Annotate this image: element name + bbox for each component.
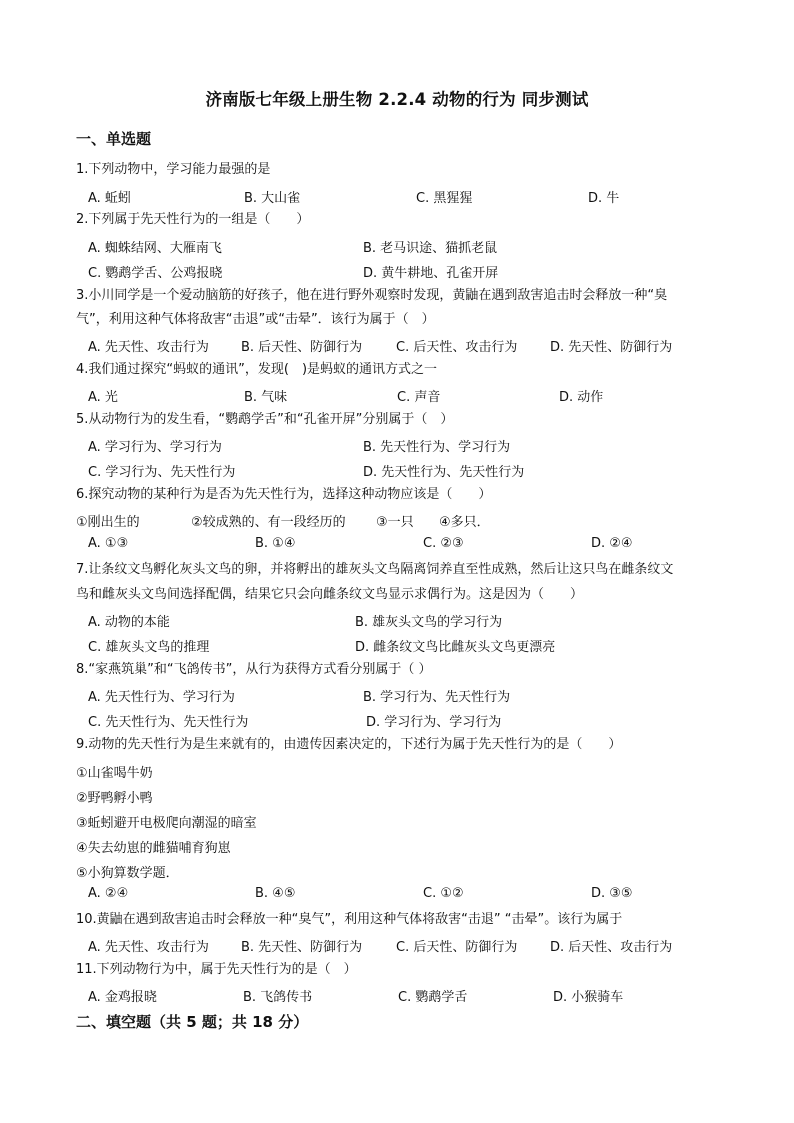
question-3-options (88, 336, 728, 356)
option-d[interactable]: D. 学习行为、学习行为 (366, 715, 502, 730)
question-10-options (88, 936, 728, 956)
question-9-choice-4: ④失去幼崽的雌猫哺育狗崽 (76, 841, 231, 856)
option-d[interactable]: D. 雌条纹文鸟比雌灰头文鸟更漂亮 (355, 640, 556, 655)
option-a[interactable]: A. 蜘蛛结网、大雁南飞 (88, 241, 222, 256)
question-10-stem: 10.黄鼬在遇到敌害追击时会释放一种“臭气”，利用这种气体将敌害“击退” “击晕”。该行为属于 (76, 912, 623, 927)
option-d[interactable]: D. 后天性、攻击行为 (550, 940, 673, 955)
question-8-options-row1 (88, 686, 728, 706)
question-11-stem: 11.下列动物行为中，属于先天性行为的是（ ） (76, 962, 357, 977)
option-a[interactable]: A. 先天性、攻击行为 (88, 340, 209, 355)
question-5-stem: 5.从动物行为的发生看，“鹦鹉学舌”和“孔雀开屏”分别属于（ ） (76, 412, 454, 427)
question-4-options (88, 386, 728, 406)
question-6-choices (76, 511, 716, 531)
question-2-stem: 2.下列属于先天性行为的一组是（ ） (76, 212, 310, 227)
question-4-stem: 4.我们通过探究“蚂蚁的通讯”，发现( )是蚂蚁的通讯方式之一 (76, 362, 438, 377)
option-b[interactable]: B. 飞鸽传书 (243, 990, 313, 1005)
question-8-stem: 8.“家燕筑巢”和“飞鸽传书”，从行为获得方式看分别属于（ ） (76, 662, 432, 677)
question-7-options-row2 (88, 636, 728, 656)
option-b[interactable]: B. ①④ (255, 536, 296, 551)
option-a[interactable]: A. 先天性行为、学习行为 (88, 690, 235, 705)
option-b[interactable]: B. 学习行为、先天性行为 (363, 690, 511, 705)
option-a[interactable]: A. 动物的本能 (88, 615, 170, 630)
option-a[interactable]: A. 金鸡报晓 (88, 990, 157, 1005)
question-5-options-row2 (88, 461, 728, 481)
option-c[interactable]: C. ②③ (423, 536, 464, 551)
option-a[interactable]: A. 蚯蚓 (88, 191, 131, 206)
option-c[interactable]: C. 雄灰头文鸟的推理 (88, 640, 210, 655)
document-title: 济南版七年级上册生物 2.2.4 动物的行为 同步测试 (205, 90, 589, 109)
option-c[interactable]: C. 鹦鹉学舌 (398, 990, 468, 1005)
question-9-options (88, 886, 728, 906)
option-c[interactable]: C. 声音 (397, 390, 441, 405)
question-7-stem-line1: 7.让条纹文鸟孵化灰头文鸟的卵，并将孵出的雄灰头文鸟隔离饲养直至性成熟，然后让这只鸟在雌条纹文 (76, 562, 674, 577)
question-7-stem-line2: 鸟和雌灰头文鸟间选择配偶，结果它只会向雌条纹文鸟显示求偶行为。这是因为（ ） (76, 587, 584, 602)
option-d[interactable]: D. 黄牛耕地、孔雀开屏 (363, 266, 499, 281)
option-c[interactable]: C. ①② (423, 886, 464, 901)
option-c[interactable]: C. 学习行为、先天性行为 (88, 465, 236, 480)
option-d[interactable]: D. 牛 (588, 191, 620, 206)
option-b[interactable]: B. 气味 (244, 390, 288, 405)
question-1-options (88, 187, 728, 207)
question-6-stem: 6.探究动物的某种行为是否为先天性行为，选择这种动物应该是（ ） (76, 487, 492, 502)
option-a[interactable]: A. ①③ (88, 536, 129, 551)
section-heading-fill-in: 二、填空题（共 5 题；共 18 分） (76, 1013, 309, 1031)
option-d[interactable]: D. ③⑤ (591, 886, 633, 901)
question-5-options-row1 (88, 436, 728, 456)
option-b[interactable]: B. ④⑤ (255, 886, 296, 901)
option-b[interactable]: B. 先天性行为、学习行为 (363, 440, 511, 455)
option-d[interactable]: D. 先天性、防御行为 (550, 340, 673, 355)
option-a[interactable]: A. ②④ (88, 886, 129, 901)
question-3-stem-line2: 气”，利用这种气体将敌害“击退”或“击晕”．该行为属于（ ） (76, 312, 435, 327)
option-c[interactable]: C. 后天性、防御行为 (396, 940, 518, 955)
choice-3: ③一只 (376, 515, 414, 530)
option-b[interactable]: B. 先天性、防御行为 (241, 940, 363, 955)
question-7-options-row1 (88, 611, 728, 631)
question-9-choice-3: ③蚯蚓避开电极爬向潮湿的暗室 (76, 816, 257, 831)
question-2-options-row2 (88, 262, 728, 282)
question-2-options-row1 (88, 237, 728, 257)
choice-2: ②较成熟的、有一段经历的 (191, 515, 346, 530)
section-heading-single-choice: 一、单选题 (76, 130, 152, 148)
option-d[interactable]: D. 动作 (559, 390, 604, 405)
option-b[interactable]: B. 雄灰头文鸟的学习行为 (355, 615, 503, 630)
option-c[interactable]: C. 后天性、攻击行为 (396, 340, 518, 355)
question-9-stem: 9.动物的先天性行为是生来就有的，由遗传因素决定的，下述行为属于先天性行为的是（ ） (76, 737, 622, 752)
question-8-options-row2 (88, 711, 728, 731)
question-9-choice-1: ①山雀喝牛奶 (76, 766, 153, 781)
option-c[interactable]: C. 黑猩猩 (416, 191, 473, 206)
option-d[interactable]: D. 先天性行为、先天性行为 (363, 465, 525, 480)
option-c[interactable]: C. 先天性行为、先天性行为 (88, 715, 249, 730)
question-1-stem: 1.下列动物中，学习能力最强的是 (76, 162, 271, 177)
option-a[interactable]: A. 先天性、攻击行为 (88, 940, 209, 955)
option-d[interactable]: D. ②④ (591, 536, 633, 551)
option-d[interactable]: D. 小猴骑车 (553, 990, 624, 1005)
option-a[interactable]: A. 学习行为、学习行为 (88, 440, 222, 455)
option-b[interactable]: B. 大山雀 (244, 191, 301, 206)
question-9-choice-2: ②野鸭孵小鸭 (76, 791, 153, 806)
question-9-choice-5: ⑤小狗算数学题． (76, 866, 179, 881)
question-3-stem-line1: 3.小川同学是一个爱动脑筋的好孩子，他在进行野外观察时发现，黄鼬在遇到敌害追击时会释放一种“臭 (76, 288, 668, 303)
option-b[interactable]: B. 老马识途、猫抓老鼠 (363, 241, 498, 256)
choice-1: ①刚出生的 (76, 515, 140, 530)
question-11-options (88, 986, 728, 1006)
option-a[interactable]: A. 光 (88, 390, 118, 405)
question-6-options (88, 536, 728, 556)
option-c[interactable]: C. 鹦鹉学舌、公鸡报晓 (88, 266, 223, 281)
option-b[interactable]: B. 后天性、防御行为 (241, 340, 363, 355)
choice-4: ④多只． (439, 515, 490, 530)
